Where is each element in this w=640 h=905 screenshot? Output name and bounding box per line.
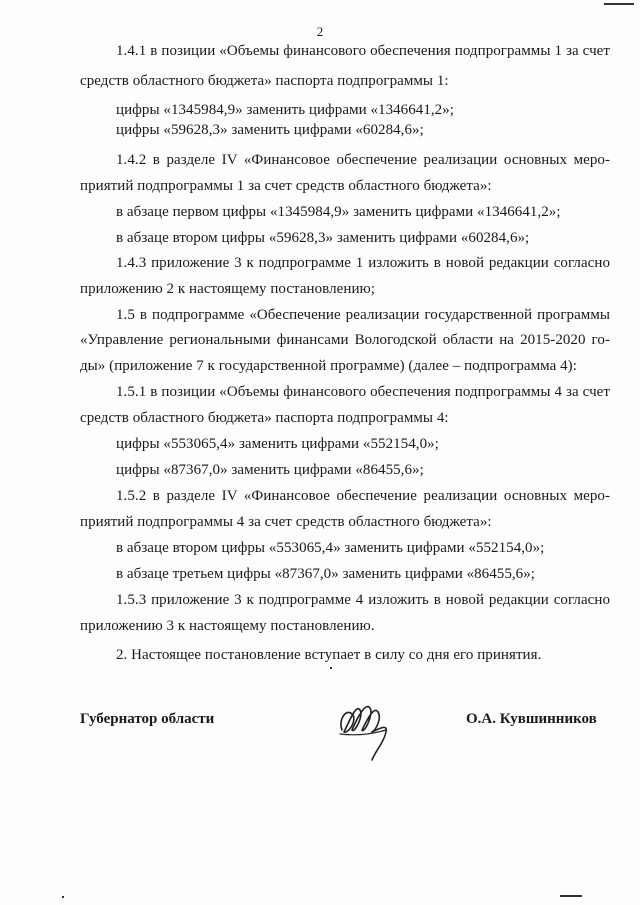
- text-line: 1.5.3 приложение 3 к подпрограмме 4 изложить в новой редакции согласно: [116, 592, 610, 608]
- text-line: в абзаце третьем цифры «87367,0» заменить цифрами «86455,6»;: [116, 566, 535, 582]
- text-line: в абзаце первом цифры «1345984,9» заменить цифрами «1346641,2»;: [116, 204, 561, 220]
- text-line: цифры «87367,0» заменить цифрами «86455,6»;: [116, 462, 424, 478]
- signature-image: [336, 690, 392, 762]
- text-line: 1.5.1 в позиции «Объемы финансового обеспечения подпрограммы 4 за счет: [116, 384, 610, 400]
- text-line: 1.4.2 в разделе IV «Финансовое обеспечение реализации основных меро-: [116, 152, 610, 168]
- text-line: в абзаце втором цифры «553065,4» заменить цифрами «552154,0»;: [116, 540, 545, 556]
- text-line: средств областного бюджета» паспорта подпрограммы 4:: [80, 410, 449, 426]
- text-line: 1.4.1 в позиции «Объемы финансового обеспечения подпрограммы 1 за счет: [116, 43, 610, 59]
- text-line: приложению 2 к настоящему постановлению;: [80, 281, 375, 297]
- text-line: цифры «553065,4» заменить цифрами «552154,0»;: [116, 436, 439, 452]
- signatory-title: Губернатор области: [80, 711, 215, 727]
- text-line: приятий подпрограммы 4 за счет средств областного бюджета»:: [80, 514, 492, 530]
- text-line: средств областного бюджета» паспорта подпрограммы 1:: [80, 73, 449, 89]
- scan-mark: [330, 667, 332, 669]
- page-number: 2: [316, 24, 324, 39]
- text-line: «Управление региональными финансами Вологодской области на 2015-2020 го-: [80, 332, 610, 348]
- text-line: 1.4.3 приложение 3 к подпрограмме 1 изложить в новой редакции согласно: [116, 255, 610, 271]
- text-line: 1.5 в подпрограмме «Обеспечение реализации государственной программы: [116, 307, 610, 323]
- signatory-name: О.А. Кувшинников: [466, 711, 597, 727]
- text-line: цифры «59628,3» заменить цифрами «60284,6»;: [116, 122, 424, 138]
- text-line: приятий подпрограммы 1 за счет средств областного бюджета»:: [80, 178, 492, 194]
- scan-mark: [62, 896, 64, 898]
- text-line: цифры «1345984,9» заменить цифрами «1346641,2»;: [116, 102, 455, 118]
- text-line: ды» (приложение 7 к государственной программе) (далее – подпрограмма 4):: [80, 358, 577, 374]
- scan-mark: [560, 895, 582, 897]
- text-line: 1.5.2 в разделе IV «Финансовое обеспечение реализации основных меро-: [116, 488, 610, 504]
- scan-mark: [604, 3, 634, 5]
- text-line: приложению 3 к настоящему постановлению.: [80, 618, 375, 634]
- text-line: 2. Настоящее постановление вступает в силу со дня его принятия.: [116, 647, 542, 663]
- text-line: в абзаце втором цифры «59628,3» заменить цифрами «60284,6»;: [116, 230, 530, 246]
